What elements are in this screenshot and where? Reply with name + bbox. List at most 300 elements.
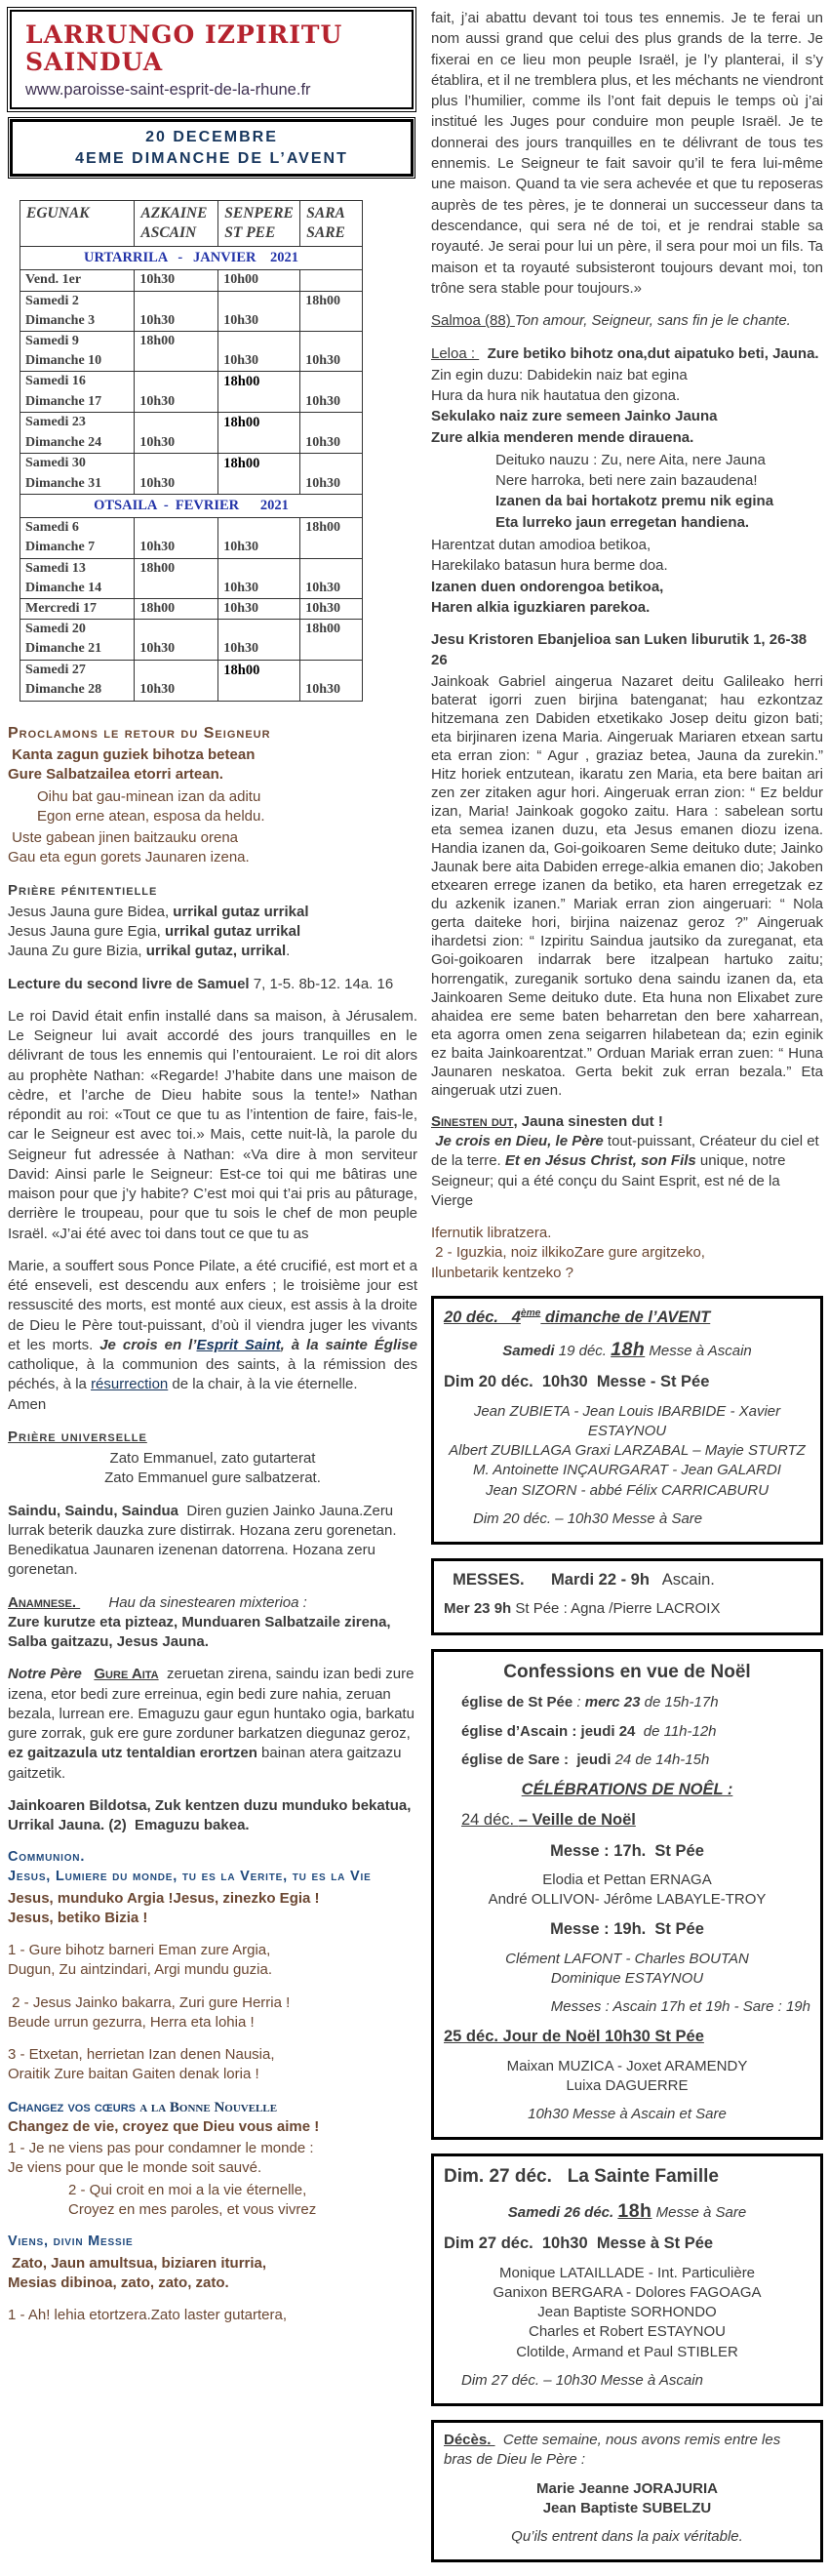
- day-cell: Dimanche 10: [20, 351, 135, 372]
- text-run: Esprit Saint: [196, 1336, 281, 1353]
- text-run: Mardi 22 - 9h: [551, 1571, 650, 1590]
- text-run: 19 déc.: [554, 1343, 612, 1360]
- time-cell: 10h30: [218, 538, 300, 558]
- time-cell: 10h30: [300, 474, 363, 495]
- messe-17h-names: [444, 1871, 810, 1911]
- text-run: Marie, a souffert sous Ponce Pilate, a été crucifié, est mort et a été enseveli, est descendu aux enfers ; le troisième jour est ressuscité des morts, est monté aux cieux, est assis à la droite de Dieu le Père tout-puissant, d’où il viendra juger les vivants et les morts.: [8, 1257, 422, 1353]
- time-cell: [218, 433, 300, 454]
- time-cell: 10h30: [135, 392, 218, 413]
- text-run: Zin egin duzu: Dabidekin naiz bat egina Hura da hura nik hautatua den gizona.: [431, 366, 688, 404]
- text-run: 24 déc.: [461, 1811, 519, 1830]
- text-run: Sekulako naiz zure semeen Jainko Jauna Zure alkia menderen mende dirauena.: [431, 408, 718, 446]
- time-cell: 10h30: [218, 311, 300, 332]
- table-header-cell: SENPERE ST PEE: [218, 201, 300, 247]
- text-run: Et en Jésus Christ, son Fils: [504, 1152, 696, 1170]
- viens-verse-1: [8, 2306, 417, 2325]
- lecture-heading: [8, 975, 417, 994]
- day-cell: Dimanche 28: [20, 680, 135, 701]
- leloa-indent-text: [431, 450, 823, 533]
- jour-noel-title: [444, 2026, 810, 2047]
- time-cell: 18h00: [300, 518, 363, 539]
- table-header-row: [20, 201, 363, 247]
- time-cell: 10h30: [300, 392, 363, 413]
- box-avent-sare: [444, 1509, 810, 1529]
- parish-website-link[interactable]: www.paroisse-saint-esprit-de-la-rhune.fr: [25, 81, 311, 99]
- text-run: Samedi: [502, 1343, 555, 1360]
- text-run: Izanen da bai hortakotz premu nik egina Eta lurreko jaun erregetan handiena.: [495, 493, 774, 531]
- table-row: [20, 351, 363, 372]
- priere-universelle-text: [8, 1449, 417, 1489]
- communion-heading: [8, 1848, 417, 1886]
- box-sainte-famille: [431, 2153, 823, 2406]
- right-column: [431, 8, 828, 2576]
- messe-19h: [444, 1918, 810, 1940]
- text-run: zeruetan zirena, saindu izan bedi zure izena, etor bedi zure erreinua, egin bedi zure nahia, zeruan bezala, lurrean ere. Emaguzu gaur egun huntako ogia, barkatu gure zorrak, guk ere gure zorduner barkatzen diegunaz geroz,: [8, 1666, 419, 1743]
- text-run: Prière universelle: [8, 1428, 147, 1445]
- text-run: Jesus Jauna gure Egia,: [8, 923, 165, 941]
- text-run: 2 - Jesus Jainko bakarra, Zuri gure Herria ! Beude urrun gezurra, Herra eta lohia !: [8, 1993, 291, 2031]
- text-run: Jainkoaren Bildotsa, Zuk kentzen duzu munduko bekatua, Urrikal Jauna. (2) Emaguzu bakea.: [8, 1796, 415, 1834]
- right-text-blocks: [431, 8, 828, 2562]
- text-run: Diren guzien Jainko Jauna.Zeru lurrak beterik dauzka zure distirrak. Hozana zeru gorenetan. Benedikatua Jaunaren izenenan datorrena. Hozana zeru gorenetan.: [8, 1502, 401, 1579]
- text-run: Ifernutik libratzera. 2 - Iguzkia, noiz ilkikoZare gure argitzeko, Ilunbetarik kentzeko ?: [431, 1225, 705, 1281]
- time-cell: 10h30: [300, 598, 363, 619]
- text-run: Je crois en Dieu, le Père: [431, 1133, 604, 1150]
- table-row: [20, 558, 363, 579]
- time-cell: [135, 454, 218, 474]
- time-cell: [300, 538, 363, 558]
- text-run: Je crois en l’: [99, 1336, 197, 1353]
- time-cell: 10h30: [300, 433, 363, 454]
- text-run: Jesu Kristoren Ebanjelioa san Luken liburutik 1, 26-38 26: [431, 631, 811, 668]
- table-row: [20, 433, 363, 454]
- priere-penitentielle-text: [8, 903, 417, 962]
- salmoa-heading: [431, 311, 823, 331]
- schedule-table-body: [20, 201, 363, 701]
- table-row: [20, 639, 363, 660]
- text-run: Jesus, munduko Argia !Jesus, zinezko Egia ! Jesus, betiko Bizia !: [8, 1889, 320, 1926]
- text-run: Lecture du second livre de Samuel: [8, 975, 250, 992]
- sanctus-text: [8, 1502, 417, 1581]
- text-run: Prière pénitentielle: [8, 881, 158, 899]
- text-run: Messe : 19h. St Pée: [550, 1920, 704, 1939]
- time-cell: 10h30: [135, 433, 218, 454]
- table-row: [20, 331, 363, 351]
- text-run: 7, 1-5. 8b-12. 14a. 16: [249, 975, 394, 992]
- text-run: Maixan MUZICA - Joxet ARAMENDY Luixa DAGUERRE: [506, 2057, 748, 2094]
- text-run: Elodia et Pettan ERNAGA André OLLIVON- Jérôme LABAYLE-TROY: [488, 1871, 767, 1909]
- box-noel: [431, 1649, 823, 2141]
- month-label: URTARRILA - JANVIER 2021: [20, 247, 363, 270]
- day-cell: Samedi 20: [20, 620, 135, 640]
- time-cell: [218, 474, 300, 495]
- text-run: catholique, à la communion des saints, à la rémission des péchés, à la: [8, 1336, 422, 1393]
- text-run: Jainkoak Gabriel aingerua Nazaret deitu Galileako herri baterat igorri zuen birjina batenganat; hau ezkontzaz hitzemana zen Dabiden etxetikako Josep deitu gizon bati; eta birjinaren izena Maria. Aingeruak Mariaren etxean sartu eta erran zion: “ Agur , graziaz betea, Jauna da zurekin.” Hitz horiek entzutean, ikaratu zen Maria, eta bere baitan ari zen zer zitaken agur hori. Aingeruak erran zion: “ Ez beldur izan, Maria! Jainkoak gogoko zaitu. Hara : sabelean sortu eta semea izanen duzu, eta Jesus emanen diozu izena. Handia izanen da, Goi-goikoaren Seme deituko dute; Jainko Jaunak bere aita Dabiden errege-alkia emanen dio; Jakoben etxearen errege izanen da betiko, eta haren erregetzak ez du azkenik izanen.” Mariak erran zion aingeruari: “ Nola gerta daiteke hori, birjina naizenaz geroz ?” Aingeruak ihardetsi zion: “ Izpiritu Saindua jautsiko da zureganat, eta Goi-goikoaren indarrak bere itzalpean hartuko zaitu; horrengatik, zureganik sortuko dena saindu izanen da, eta Jainkoaren Seme deituko dute. Eta huna non Elixabet zure ahaidea ere seme baten beharretan den bere xaharrean, eta agorra omen zena seigarren hilabetean da; ezin eginik ez baita Jainkoarentzat.” Orduan Mariak erran zuen: “ Huna Jaunaren neskatoa. Gerta bekit zuk erran bezala.” Eta aingeruak utzi zuen.: [431, 672, 828, 1099]
- text-run: unique, notre Seigneur; qui a été conçu du Saint Esprit, est né de la Vierge: [431, 1152, 790, 1209]
- text-run: Izanen duen ondorengoa betikoa, Haren alkia iguzkiaren parekoa.: [431, 578, 664, 616]
- text-run: Changez de vie, croyez que Dieu vous aime !: [8, 2117, 320, 2135]
- month-label: OTSAILA - FEVRIER 2021: [20, 495, 363, 518]
- time-cell: 18h00: [135, 598, 218, 619]
- viens-hymn: [8, 2254, 417, 2294]
- table-row: [20, 680, 363, 701]
- text-run: Ton amour, Seigneur, sans fin je le chante.: [514, 312, 791, 330]
- time-cell: [218, 331, 300, 351]
- heading-priere-universelle: [8, 1428, 417, 1447]
- day-cell: Samedi 27: [20, 660, 135, 680]
- time-cell: [135, 351, 218, 372]
- time-cell: [218, 392, 300, 413]
- schedule-table: [20, 200, 363, 701]
- table-row: [20, 270, 363, 291]
- text-run: Dim 27 déc. 10h30 Messe à St Pée: [444, 2234, 714, 2253]
- credo-text: [8, 1257, 422, 1415]
- parish-title: LARRUNGO IZPIRITU SAINDUA: [25, 20, 343, 76]
- text-run: fait, j’ai abattu devant toi tous tes ennemis. Je te ferai un nom aussi grand que celui des plus grands de la terre. Je fixerai en ce lieu mon peuple Israël, je l’y planterai, il s’y établira, et il ne tremblera plus, et les méchants ne viendront plus l’humilier, comme ils l’ont fait depuis le temps où j’ai institué les Juges pour conduire mon peuple Israël. Je te donnerai des jours tranquilles en te délivrant de tous tes ennemis. Le Seigneur te fait savoir qu’il te fera lui-même une maison. Quand ta vie sera achevée et que tu reposeras auprès de tes pères, je te donnerai un successeur dans ta descendance, qui sera né de toi, et je rendrai stable sa royauté. Je serai pour lui un père, il sera pour moi un fils. Ta maison et ta royauté subsisteront toujours devant moi, ton trône sera stable pour toujours.»: [431, 10, 828, 297]
- date-line-2: 4EME DIMANCHE DE L’AVENT: [75, 149, 348, 167]
- text-run: , Jauna sinesten dut !: [513, 1112, 663, 1130]
- day-cell: Samedi 16: [20, 372, 135, 392]
- evangile-text: [431, 672, 828, 1100]
- text-run: urrikal gutaz urrikal: [173, 903, 309, 920]
- sinesten-dut-text: [431, 1112, 823, 1211]
- confession-ascain: [444, 1722, 810, 1742]
- text-run: tout-puissant, Créateur du ciel et de la terre.: [431, 1133, 823, 1170]
- text-run: [80, 1594, 108, 1611]
- text-run: 10h30 Messe à Ascain et Sare: [528, 2106, 727, 2123]
- hymn-uste: [8, 828, 417, 868]
- text-run: 20 déc. 4: [444, 1308, 521, 1326]
- day-cell: Dimanche 24: [20, 433, 135, 454]
- text-run: Confessions en vue de Noël: [503, 1661, 751, 1682]
- text-run: Harentzat dutan amodioa betikoa, Harekilako batasun hura berme doa.: [431, 537, 668, 575]
- messe-17h: [444, 1840, 810, 1862]
- section-heading-proclamons: [8, 723, 417, 745]
- table-row: [20, 311, 363, 332]
- date-banner: [10, 119, 414, 177]
- time-cell: [135, 620, 218, 640]
- time-cell: 10h30: [218, 579, 300, 599]
- sainte-famille-names: [444, 2264, 810, 2362]
- box-avent-names: [444, 1402, 810, 1501]
- box-messes: [431, 1558, 823, 1635]
- confession-stpee: [444, 1693, 810, 1712]
- text-run: urrikal gutaz urrikal: [164, 923, 301, 941]
- sainte-famille-ascain: [444, 2371, 810, 2391]
- time-cell: [135, 413, 218, 433]
- text-run: Messe à Ascain: [645, 1343, 752, 1360]
- table-row: [20, 291, 363, 311]
- time-cell: 18h00: [300, 620, 363, 640]
- agnus-text: [8, 1796, 417, 1836]
- text-run: Messe à Sare: [651, 2204, 747, 2222]
- time-cell: 18h00: [218, 660, 300, 680]
- text-run: Hau da sinestearen mixterioa :: [108, 1593, 307, 1611]
- text-run: :: [572, 1694, 585, 1711]
- day-cell: Samedi 23: [20, 413, 135, 433]
- text-run: [479, 345, 487, 362]
- messes-ascain-sare: [444, 1997, 810, 2017]
- text-run: 1 - Gure bihotz barneri Eman zure Argia, Dugun, Zu aintzindari, Argi mundu guzia.: [8, 1942, 272, 1979]
- viens-divin-messie-heading: [8, 2233, 417, 2252]
- day-cell: Samedi 2: [20, 291, 135, 311]
- lecture-text: [8, 1007, 422, 1244]
- table-row: [20, 413, 363, 433]
- text-run: Leloa :: [431, 345, 480, 363]
- day-cell: Vend. 1er: [20, 270, 135, 291]
- text-run: bainan atera gaitzazu gaitzetik.: [8, 1745, 406, 1782]
- envoi-verse-1: [8, 2139, 417, 2179]
- day-cell: Samedi 30: [20, 454, 135, 474]
- text-run: Zure kurutze eta pizteaz, Munduaren Salbatzaile zirena, Salba gaitzazu, Jesus Jauna.: [8, 1613, 395, 1651]
- table-row: [20, 474, 363, 495]
- day-cell: Mercredi 17: [20, 598, 135, 619]
- text-run: Changez vos cœurs: [8, 2098, 140, 2115]
- communion-verse-1: [8, 1941, 417, 1981]
- text-run: Zato Emmanuel, zato gutarterat Zato Emmanuel gure salbatzerat.: [104, 1450, 321, 1487]
- text-run: église de St Pée: [461, 1694, 573, 1711]
- text-run: Clément LAFONT - Charles BOUTAN Dominique ESTAYNOU: [505, 1950, 749, 1987]
- text-run: 24 de 14h-15h: [611, 1751, 710, 1768]
- confession-sare: [444, 1751, 810, 1770]
- text-run: Communion. Jesus, Lumiere du monde, tu es la Verite, tu es la Vie: [8, 1849, 372, 1884]
- changez-heading: [8, 2098, 417, 2138]
- jour-noel-names: [444, 2057, 810, 2097]
- date-line-1: 20 DECEMBRE: [145, 129, 278, 145]
- table-row: [20, 579, 363, 599]
- time-cell: 10h30: [135, 474, 218, 495]
- hymn-kanta: [8, 745, 417, 785]
- text-run: de 15h-17h: [640, 1694, 719, 1711]
- anamnese-text: [8, 1593, 417, 1653]
- text-run: Zure betiko bihotz ona,dut aipatuko beti, Jauna.: [487, 345, 819, 363]
- text-run: Dim. 27 déc. La Sainte Famille: [444, 2166, 719, 2188]
- month-row: [20, 495, 363, 518]
- text-run: de 11h-12h: [635, 1722, 717, 1740]
- time-cell: 18h00: [135, 331, 218, 351]
- text-run: Décès.: [444, 2432, 495, 2449]
- text-run: Salmoa (88): [431, 312, 515, 330]
- notre-pere-text: [8, 1665, 417, 1784]
- box-avent: [431, 1296, 823, 1545]
- communion-hymn: [8, 1889, 417, 1929]
- box-avent-title: [444, 1307, 810, 1328]
- time-cell: [300, 558, 363, 579]
- left-text-blocks: [8, 723, 422, 2326]
- time-cell: [218, 291, 300, 311]
- text-run: Deituko nauzu : Zu, nere Aita, nere Jauna Nere harroka, beti nere zain bazaudena!: [495, 451, 766, 490]
- table-row: [20, 660, 363, 680]
- text-run: Jean ZUBIETA - Jean Louis IBARBIDE - Xavier ESTAYNOU Albert ZUBILLAGA Graxi LARZABAL – Mayie STURTZ M. Antoinette INÇAURGARAT - Jean GALARDI Jean SIZORN - abbé Félix CARRICABURU: [449, 1402, 806, 1499]
- lecture-suite-text: [431, 8, 828, 299]
- time-cell: [300, 413, 363, 433]
- messes-line-1: [444, 1569, 810, 1590]
- table-row: [20, 454, 363, 474]
- text-run: merc 23: [584, 1694, 641, 1711]
- time-cell: [218, 620, 300, 640]
- communion-verse-3: [8, 2045, 417, 2085]
- text-run: Monique LATAILLADE - Int. Particulière Ganixon BERGARA - Dolores FAGOAGA Jean Baptiste SORHONDO Charles et Robert ESTAYNOU Clotilde, Armand et Paul STIBLER: [493, 2264, 762, 2360]
- messes-line-2: [444, 1599, 810, 1619]
- ifernutik-verse: [431, 1224, 823, 1283]
- time-cell: [218, 558, 300, 579]
- day-cell: Dimanche 3: [20, 311, 135, 332]
- deces-names: [444, 2479, 810, 2519]
- text-run: 1 - Je ne viens pas pour condamner le monde : Je viens pour que le monde soit sauvé.: [8, 2140, 314, 2177]
- text-run: Notre Père: [8, 1666, 82, 1683]
- day-cell: Dimanche 21: [20, 639, 135, 660]
- time-cell: [300, 372, 363, 392]
- text-run: Cette semaine, nous avons remis entre les bras de Dieu le Père :: [444, 2432, 785, 2469]
- time-cell: 10h30: [135, 270, 218, 291]
- text-run: [82, 1666, 95, 1682]
- text-run: église d’Ascain : jeudi 24: [461, 1722, 636, 1740]
- text-run: 3 - Etxetan, herrietan Izan denen Nausia, Oraitik Zure baitan Gaiten denak loria !: [8, 2046, 275, 2083]
- time-cell: 10h30: [300, 579, 363, 599]
- text-run: Marie Jeanne JORAJURIA Jean Baptiste SUBELZU: [536, 2479, 718, 2516]
- text-run: Proclamons le retour du Seigneur: [8, 724, 271, 742]
- time-cell: [300, 270, 363, 291]
- table-row: [20, 372, 363, 392]
- text-run: St Pée : Agna /Pierre LACROIX: [511, 1600, 721, 1618]
- time-cell: 10h30: [218, 639, 300, 660]
- leloa-text: [431, 343, 823, 447]
- text-run: Samedi 26 déc.: [507, 2204, 618, 2222]
- time-cell: 18h00: [218, 454, 300, 474]
- text-run: [495, 2432, 503, 2448]
- time-cell: [300, 639, 363, 660]
- box-avent-dim: [444, 1371, 810, 1392]
- time-cell: [135, 518, 218, 539]
- text-run: Gure Aita: [94, 1666, 159, 1683]
- sainte-famille-samedi: [444, 2198, 810, 2224]
- text-run: Jauna Zu gure Bizia,: [8, 943, 146, 960]
- text-run: ez gaitzazula utz tentaldian erortzen: [8, 1745, 257, 1762]
- text-run: 25 déc. Jour de Noël 10h30 St Pée: [444, 2028, 704, 2046]
- text-run: [525, 1571, 552, 1589]
- time-cell: [300, 311, 363, 332]
- text-run: 1 - Ah! lehia etortzera.Zato laster gutartera,: [8, 2307, 287, 2324]
- table-row: [20, 518, 363, 539]
- veille-title: [444, 1809, 810, 1831]
- text-run: a la Bonne Nouvelle: [139, 2099, 278, 2115]
- text-run: Jesus Jauna gure Bidea,: [8, 903, 174, 920]
- text-run: Messes : Ascain 17h et 19h - Sare : 19h: [550, 1998, 810, 2016]
- text-run: Kanta zagun guziek bihotza betean Gure Salbatzailea etorri artean.: [8, 746, 256, 784]
- deces-text: [444, 2431, 810, 2471]
- time-cell: 18h00: [135, 558, 218, 579]
- table-header-cell: EGUNAK: [20, 201, 135, 247]
- text-run: Le roi David était enfin installé dans sa maison, à Jérusalem. Le Seigneur lui avait accordé des jours tranquilles en le délivrant de tous les ennemis qui l’entouraient. Le roi dit alors au prophète Nathan: «Regarde! J’habite dans une maison de cèdre, et l’arche de Dieu habite sous la tente!» Nathan répondit au roi: «Tout ce que tu as l’intention de faire, fais-le, car le Seigneur est avec toi.» Mais, cette nuit-là, la parole du Seigneur fut adressée à Nathan: «Va dire à mon serviteur David: Ainsi parle le Seigneur: Est-ce toi qui me bâtiras une maison pour que j’y habite? C’est moi qui t’ai pris au pâturage, derrière le troupeau, pour que tu sois le chef de mon peuple Israël. «J’ai été avec toi dans tout ce que tu as: [8, 1007, 422, 1242]
- text-run: dimanche de l’AVENT: [540, 1308, 711, 1326]
- text-run: , à la sainte Église: [280, 1336, 417, 1353]
- time-cell: [135, 372, 218, 392]
- time-cell: 10h30: [300, 351, 363, 372]
- table-row: [20, 598, 363, 619]
- text-run: 18h: [611, 1339, 646, 1361]
- text-run: Dim 20 déc. – 10h30 Messe à Sare: [473, 1509, 703, 1527]
- day-cell: Samedi 13: [20, 558, 135, 579]
- leloa-text-2: [431, 535, 823, 618]
- evangile-heading: [431, 630, 823, 670]
- text-run: Viens, divin Messie: [8, 2234, 134, 2249]
- table-header-cell: SARA SARE: [300, 201, 363, 247]
- communion-verse-2: [8, 1993, 417, 2033]
- time-cell: [300, 454, 363, 474]
- text-run: de la chair, à la vie éternelle. Amen: [8, 1376, 358, 1413]
- day-cell: Samedi 6: [20, 518, 135, 539]
- text-run: Dim 27 déc. – 10h30 Messe à Ascain: [461, 2371, 703, 2389]
- text-run: 18h: [617, 2200, 652, 2223]
- month-row: [20, 247, 363, 270]
- time-cell: 10h30: [135, 538, 218, 558]
- time-cell: 10h30: [218, 598, 300, 619]
- sainte-famille-dim: [444, 2233, 810, 2254]
- time-cell: 18h00: [218, 372, 300, 392]
- text-run: .: [286, 943, 291, 960]
- parish-masthead: [10, 10, 414, 109]
- table-header-cell: AZKAINE ASCAIN: [135, 201, 218, 247]
- table-row: [20, 392, 363, 413]
- messe-19h-names: [444, 1950, 810, 1990]
- text-run: Zato, Jaun amultsua, biziaren iturria, Mesias dibinoa, zato, zato, zato.: [8, 2254, 267, 2291]
- day-cell: Dimanche 14: [20, 579, 135, 599]
- confessions-title: [444, 1660, 810, 1685]
- text-run: urrikal gutaz, urrikal: [145, 943, 287, 960]
- table-row: [20, 538, 363, 558]
- box-deces: [431, 2420, 823, 2562]
- box-avent-samedi: [444, 1337, 810, 1362]
- time-cell: 18h00: [300, 291, 363, 311]
- text-run: Mer 23 9h: [444, 1600, 512, 1618]
- hymn-oihu: [8, 787, 417, 827]
- text-run: église de Sare : jeudi: [461, 1751, 612, 1768]
- left-column: [8, 8, 422, 2576]
- text-run: 2 - Qui croit en moi a la vie éternelle, Croyez en mes paroles, et vous vivrez: [68, 2181, 317, 2218]
- text-run: Qu’ils entrent dans la paix véritable.: [511, 2528, 743, 2546]
- time-cell: [218, 518, 300, 539]
- day-cell: Dimanche 31: [20, 474, 135, 495]
- time-cell: [300, 331, 363, 351]
- deces-priere: [444, 2527, 810, 2547]
- time-cell: 10h30: [135, 639, 218, 660]
- text-run: Anamnese.: [8, 1593, 81, 1611]
- day-cell: Dimanche 7: [20, 538, 135, 558]
- heading-priere-penitentielle: [8, 881, 417, 901]
- time-cell: [300, 660, 363, 680]
- time-cell: [135, 291, 218, 311]
- day-cell: Dimanche 17: [20, 392, 135, 413]
- text-run: Dim 20 déc. 10h30 Messe - St Pée: [444, 1373, 710, 1391]
- envoi-verse-2: [8, 2181, 417, 2221]
- text-run: résurrection: [91, 1376, 169, 1393]
- text-run: Saindu, Saindu, Saindua: [8, 1502, 179, 1519]
- text-run: Messe : 17h. St Pée: [550, 1841, 704, 1860]
- text-run: Ascain.: [649, 1571, 715, 1590]
- text-run: – Veille de Noël: [518, 1811, 636, 1830]
- text-run: Sinesten dut: [431, 1112, 514, 1130]
- time-cell: 10h30: [135, 311, 218, 332]
- time-cell: [135, 660, 218, 680]
- text-run: CÉLÉBRATIONS DE NOÊL :: [521, 1781, 733, 1799]
- sainte-famille-title: [444, 2164, 810, 2190]
- jour-noel-messe: [444, 2105, 810, 2124]
- time-cell: 10h00: [218, 270, 300, 291]
- text-run: Oihu bat gau-minean izan da aditu Egon erne atean, esposa da heldu.: [37, 787, 265, 825]
- time-cell: 10h30: [135, 680, 218, 701]
- text-run: MESSES.: [444, 1571, 525, 1590]
- celebrations-title: [444, 1779, 810, 1800]
